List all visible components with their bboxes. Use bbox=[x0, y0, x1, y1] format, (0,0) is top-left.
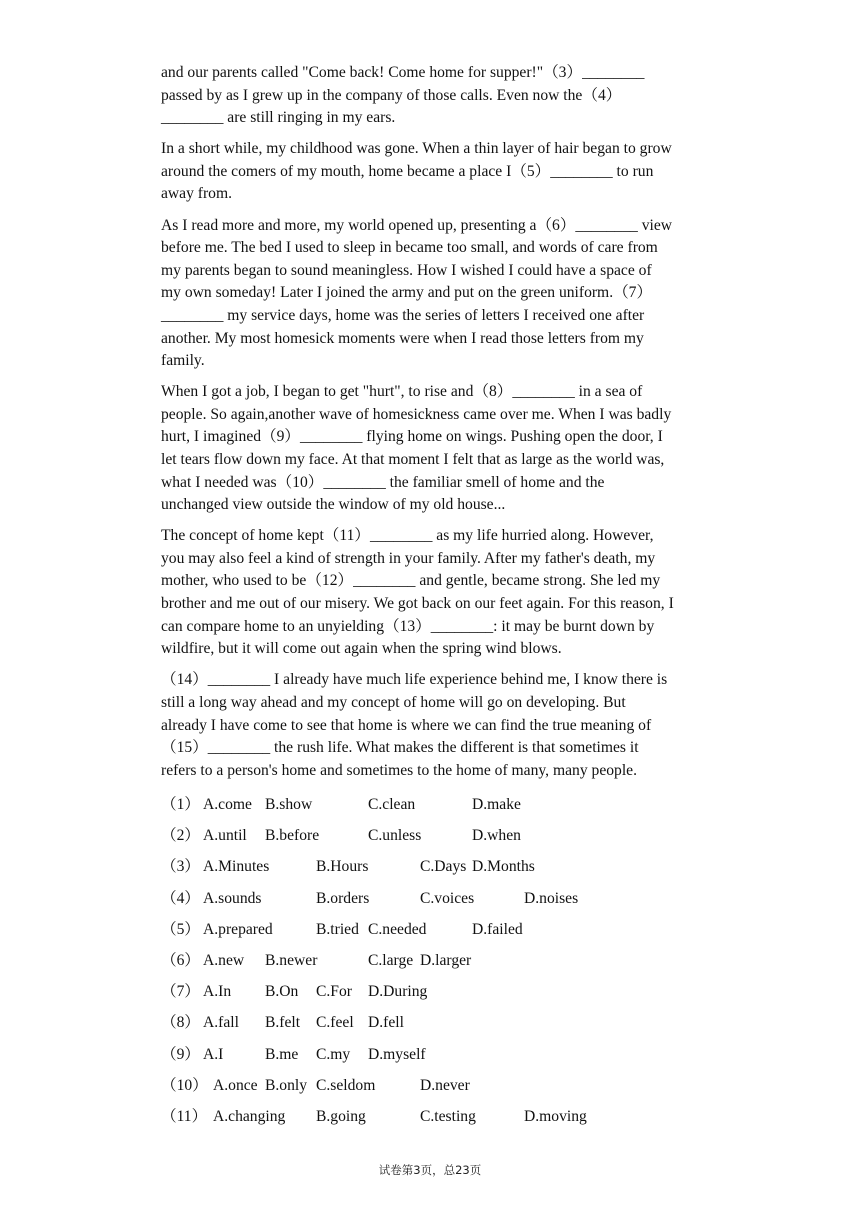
passage-line: （14）________ I already have much life experience behind me, I know there is bbox=[161, 671, 668, 689]
option-a: A.once bbox=[213, 1076, 258, 1094]
option-d: D.Months bbox=[472, 858, 535, 876]
passage-line: can compare home to an unyielding（13）________: it may be burnt down by bbox=[161, 617, 655, 635]
option-a: A.sounds bbox=[203, 889, 262, 907]
option-b: B.going bbox=[316, 1107, 366, 1125]
passage-paragraph bbox=[161, 381, 741, 517]
passage-line: let tears flow down my face. At that moment I felt that as large as the world was, bbox=[161, 451, 665, 468]
question-number: （2） bbox=[161, 827, 200, 845]
option-c: C.needed bbox=[368, 920, 427, 938]
option-row bbox=[161, 1075, 741, 1106]
option-d: D.never bbox=[420, 1076, 470, 1094]
option-b: B.newer bbox=[265, 951, 318, 969]
question-number: （10） bbox=[161, 1076, 208, 1094]
passage-line: In a short while, my childhood was gone. When a thin layer of hair began to grow bbox=[161, 140, 672, 158]
question-number: （9） bbox=[161, 1045, 200, 1063]
passage-paragraph bbox=[161, 525, 741, 661]
page-footer: 试卷第3页，总23页 bbox=[378, 1163, 482, 1177]
option-row bbox=[161, 825, 741, 856]
passage-line: refers to a person's home and sometimes to the home of many, many people. bbox=[161, 761, 637, 779]
option-a: A.new bbox=[203, 951, 245, 969]
passage-line: my parents began to sound meaningless. How I wished I could have a space of bbox=[161, 261, 652, 279]
option-b: B.only bbox=[265, 1076, 308, 1094]
passage-line: what I needed was（10）________ the familiar smell of home and the bbox=[161, 473, 605, 491]
option-row bbox=[161, 856, 741, 887]
option-a: A.In bbox=[203, 983, 232, 1001]
option-d: D.failed bbox=[472, 920, 523, 938]
option-a: A.I bbox=[203, 1045, 224, 1063]
option-row bbox=[161, 1106, 741, 1137]
option-b: B.orders bbox=[316, 889, 370, 907]
option-c: C.clean bbox=[368, 796, 416, 813]
option-row bbox=[161, 981, 741, 1012]
option-b: B.before bbox=[265, 827, 320, 845]
passage-line: The concept of home kept（11）________ as my life hurried along. However, bbox=[161, 527, 654, 545]
passage-line: As I read more and more, my world opened up, presenting a（6）________ view bbox=[161, 216, 673, 234]
option-b: B.On bbox=[265, 983, 299, 1001]
passage-paragraph bbox=[161, 669, 741, 782]
passage-paragraph bbox=[161, 62, 741, 130]
passage-line: you may also feel a kind of strength in your family. After my father's death, my bbox=[161, 549, 656, 567]
passage-line: When I got a job, I began to get "hurt", to rise and（8）________ in a sea of bbox=[161, 383, 643, 401]
passage-line: ________ my service days, home was the series of letters I received one after bbox=[161, 306, 645, 324]
passage-line: ________ are still ringing in my ears. bbox=[161, 109, 396, 127]
option-c: C.For bbox=[316, 983, 352, 1001]
option-d: D.when bbox=[472, 827, 521, 845]
passage-line: away from. bbox=[161, 185, 233, 203]
option-row bbox=[161, 888, 741, 919]
passage-line: another. My most homesick moments were when I read those letters from my bbox=[161, 329, 644, 347]
passage-line: around the comers of my mouth, home became a place I（5）________ to run bbox=[161, 162, 654, 180]
passage-paragraph bbox=[161, 215, 741, 373]
passage-line: already I have come to see that home is where we can find the true meaning of bbox=[161, 716, 652, 734]
option-b: B.Hours bbox=[316, 858, 369, 876]
option-row bbox=[161, 1044, 741, 1075]
option-a: A.Minutes bbox=[203, 858, 270, 876]
question-number: （4） bbox=[161, 889, 200, 907]
option-a: A.changing bbox=[213, 1107, 286, 1125]
option-d: D.myself bbox=[368, 1045, 426, 1063]
passage bbox=[161, 62, 741, 791]
option-c: C.Days bbox=[420, 858, 467, 876]
passage-line: people. So again,another wave of homesickness came over me. When I was badly bbox=[161, 405, 672, 423]
option-c: C.feel bbox=[316, 1014, 354, 1032]
option-a: A.until bbox=[203, 827, 247, 845]
option-b: B.show bbox=[265, 796, 313, 813]
passage-line: mother, who used to be（12）________ and gentle, became strong. She led my bbox=[161, 572, 661, 590]
option-d: D.larger bbox=[420, 951, 472, 969]
passage-line: wildfire, but it will come out again when the spring wind blows. bbox=[161, 640, 562, 658]
option-d: D.noises bbox=[524, 889, 579, 907]
question-number: （7） bbox=[161, 983, 200, 1001]
option-row bbox=[161, 950, 741, 981]
option-row bbox=[161, 1012, 741, 1043]
option-d: D.make bbox=[472, 796, 521, 813]
option-c: C.my bbox=[316, 1045, 351, 1063]
option-row bbox=[161, 794, 741, 825]
passage-line: （15）________ the rush life. What makes the different is that sometimes it bbox=[161, 739, 639, 757]
option-b: B.me bbox=[265, 1045, 299, 1063]
option-d: D.fell bbox=[368, 1014, 404, 1032]
passage-line: before me. The bed I used to sleep in became too small, and words of care from bbox=[161, 239, 658, 257]
option-b: B.tried bbox=[316, 920, 359, 938]
option-d: D.moving bbox=[524, 1107, 587, 1125]
option-a: A.fall bbox=[203, 1014, 239, 1032]
passage-line: passed by as I grew up in the company of those calls. Even now the（4） bbox=[161, 86, 622, 104]
question-number: （8） bbox=[161, 1014, 200, 1032]
passage-line: still a long way ahead and my concept of home will go on developing. But bbox=[161, 693, 626, 711]
option-c: C.testing bbox=[420, 1107, 476, 1125]
passage-line: hurt, I imagined（9）________ flying home on wings. Pushing open the door, I bbox=[161, 428, 663, 446]
option-a: A.come bbox=[203, 796, 252, 813]
option-c: C.large bbox=[368, 951, 414, 969]
passage-paragraph bbox=[161, 138, 741, 206]
option-a: A.prepared bbox=[203, 920, 273, 938]
question-number: （6） bbox=[161, 951, 200, 969]
passage-line: my own someday! Later I joined the army and put on the green uniform.（7） bbox=[161, 284, 653, 302]
question-number: （1） bbox=[161, 796, 200, 813]
question-number: （11） bbox=[161, 1107, 208, 1125]
passage-line: family. bbox=[161, 352, 205, 370]
option-c: C.seldom bbox=[316, 1076, 376, 1094]
question-number: （5） bbox=[161, 920, 200, 938]
passage-line: unchanged view outside the window of my old house... bbox=[161, 496, 506, 514]
passage-line: brother and me out of our misery. We got back on our feet again. For this reason, I bbox=[161, 595, 674, 613]
question-number: （3） bbox=[161, 858, 200, 876]
option-d: D.During bbox=[368, 983, 428, 1001]
passage-line: and our parents called "Come back! Come home for supper!"（3）________ bbox=[161, 64, 645, 81]
answer-options bbox=[161, 794, 741, 1137]
option-c: C.voices bbox=[420, 889, 475, 907]
option-row bbox=[161, 919, 741, 950]
option-c: C.unless bbox=[368, 827, 422, 845]
option-b: B.felt bbox=[265, 1014, 301, 1032]
